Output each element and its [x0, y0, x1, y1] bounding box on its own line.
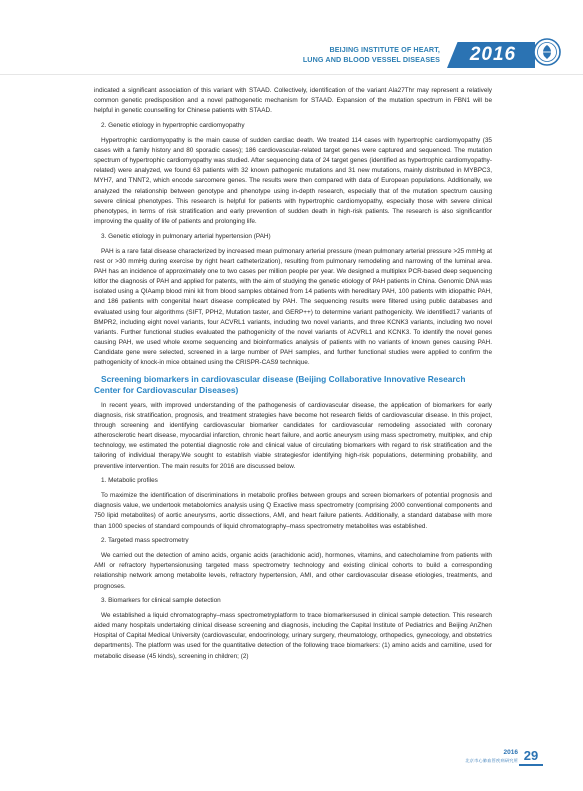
footer-year: 2016 [503, 749, 518, 756]
footer-institute-name: 北京市心肺血管疾病研究所 [465, 758, 518, 763]
institute-name-line2: LUNG AND BLOOD VESSEL DISEASES [302, 54, 440, 64]
page-header [0, 0, 583, 80]
subheading-targeted-mass-spectrometry: 2. Targeted mass spectrometry [101, 537, 189, 545]
paragraph: In recent years, with improved understanding of the pathogenesis of cardiovascular disease, the application of biomarkers for early diagnosis, risk stratification, prognosis, and treatment strategies have become hot research fields of cardiovascular disease. In this project, through screening and identifying cardiovascular biomarker candidates for cardiovascular remodeling associated with coronary atherosclerotic heart disease, myocardial infarction, chronic heart failure, and aortic aneurysm using mass spectrometry, multiplex, and chip technology, we estimated the potential diagnostic role and clinical value of circulating biomarkers with regard to risk stratification and the tailoring of individual therapy.We sought to establish viable strategiesfor identifying high-risk populations, determining probability, and preventive intervention. The main results for 2016 are discussed below. [94, 401, 492, 470]
subheading-hypertrophic-cardiomyopathy: 2. Genetic etiology in hypertrophic cardiomyopathy [101, 122, 245, 130]
subheading-metabolic-profiles: 1. Metabolic profiles [101, 477, 158, 485]
paragraph: PAH is a rare fatal disease characterized by increased mean pulmonary arterial pressure (mean pulmonary arterial pressure >25 mmHg at rest or >30 mmHg during exercise by right heart catheterization), resulting from pulmonary remodeling and narrowing of the luminal area. PAH has an incidence of approximately one to two cases per million people per year. We designed a multiplex PCR-based deep sequencing kitfor the diagnosis of PAH and applied for patents, with the aim of studying the genetic etiology of PAH patients in China. Genomic DNA was isolated using a QIAamp blood mini kit from blood samples obtained from 14 patients with hereditary PAH, 100 patients with idiopathic PAH, and 186 patients with congenital heart disease complicated by PAH. The sequencing results were filtered using public databases and evaluated using four algorithms (SIFT, PPH2, Mutation taster, and GERP++) to determine variant pathogenicity. We identified17 variants of BMPR2, including eight novel variants, four ACVRL1 variants, including two novel variants, and three KCNK3 variants, including two novel variants. Further functional studies evaluated the pathogenicity of the novel variants of ACVRL1 and KCNK3. To identify the novel genes causing PAH, we used whole exome sequencing and bioinformatics analysis of patients with no variants of known genes causing PAH. Candidate gene were selected, screened in a large number of PAH samples, and further functional studies were applied to confirm the pathogenicity of knock-in mice obtained using the CRISPR-CAS9 technique. [94, 247, 492, 367]
paragraph: indicated a significant association of this variant with STAAD. Collectively, identification of the variant Ala27Thr may represent a relatively common genetic predisposition and a novel pathogenetic mechanism for STAAD. Expansion of the mutation spectrum in FBN1 will be helpful in genetic counselling for Chinese patients with STAAD. [94, 87, 492, 115]
paragraph: We established a liquid chromatography–mass spectrometryplatform to trace biomarkersused in clinical sample detection. This research aided many hospitals undertaking clinical disease screening and diagnosis, including the Capital Institute of Pediatrics and Beijing AnZhen Hospital of Capital Medical University (cardiovascular, endocrinology, urinary surgery, rheumatology, orthopedics, gynecology, and obstetrics departments). The platform was used for the quantitative detection of the following trace biomarkers: (1) amino acids and carnitine, used for metabolic disease (45 kinds), screening in children; (2) [94, 612, 492, 660]
subheading-clinical-sample-detection: 3. Biomarkers for clinical sample detection [101, 597, 221, 605]
section-heading: Screening biomarkers in cardiovascular disease (Beijing Collaborative Innovative Research Center for Cardiovascular Diseases) [94, 374, 466, 396]
paragraph: Hypertrophic cardiomyopathy is the main cause of sudden cardiac death. We treated 114 cases with hypertrophic cardiomyopathy (35 cases with a family history and 80 sporadic cases); 186 cardiovascular-related target genes were captured and sequenced. The mutation spectrum of hypertrophic cardiomyopathy was studied. After sequencing data of 24 target genes (identified as hypertrophic cardiomyopathy-related) were analyzed, we found 63 patients with 32 known pathogenic mutations and 31 new mutations, mainly distributed in MYBPC3, MYH7, and TNNT2, which encode sarcomere genes. The results were then compared with data of European populations. Additionally, we analyzed the relationship between genotype and phenotype using in-depth research, especially that of the mutation spectrum causing severe clinical phenotypes. This research is helpful for patients with hypertrophic cardiomyopathy, especially those with severe clinical phenotypes, in terms of risk stratification and early prevention of sudden death in high-risk patients. The research is also significantfor improving the quality of life of patients and prolonging life. [94, 136, 492, 226]
header-year: 2016 [469, 44, 517, 65]
institute-name [303, 45, 440, 64]
page-number-underline [519, 764, 543, 766]
paragraph: To maximize the identification of discriminations in metabolic profiles between groups and screen biomarkers of potential prognosis and diagnosis value, we undertook metabolomics analysis using Q Exactive mass spectrometry (comprising 2000 conventional components and 750 lipid metabolites) of aortic aneurysms, aortic dissections, AMI, and heart failure patients. Additionally, a standard database with more than 1000 species of standard compounds of liquid chromatography–mass spectrometry metabolites was established. [94, 492, 492, 530]
institute-name-line1: BEIJING INSTITUTE OF HEART, [329, 45, 440, 54]
subheading-pah: 3. Genetic etiology in pulmonary arterial hypertension (PAH) [101, 232, 271, 240]
page-number: 29 [523, 748, 539, 763]
page-footer [0, 745, 583, 791]
article-body [94, 86, 492, 666]
institute-logo-icon [533, 38, 561, 66]
paragraph: We carried out the detection of amino acids, organic acids (arachidonic acid), hormones, vitamins, and catecholamine from patients with AMI or refractory hypertensionusing targeted mass spectrometry technology and existing clinical cohorts to build a corresponding relationship network among metabolite levels, refractory hypertension, AMI, and other cardiovascular disease etiologies, treatments, and prognoses. [94, 552, 492, 590]
header-divider [0, 74, 583, 75]
